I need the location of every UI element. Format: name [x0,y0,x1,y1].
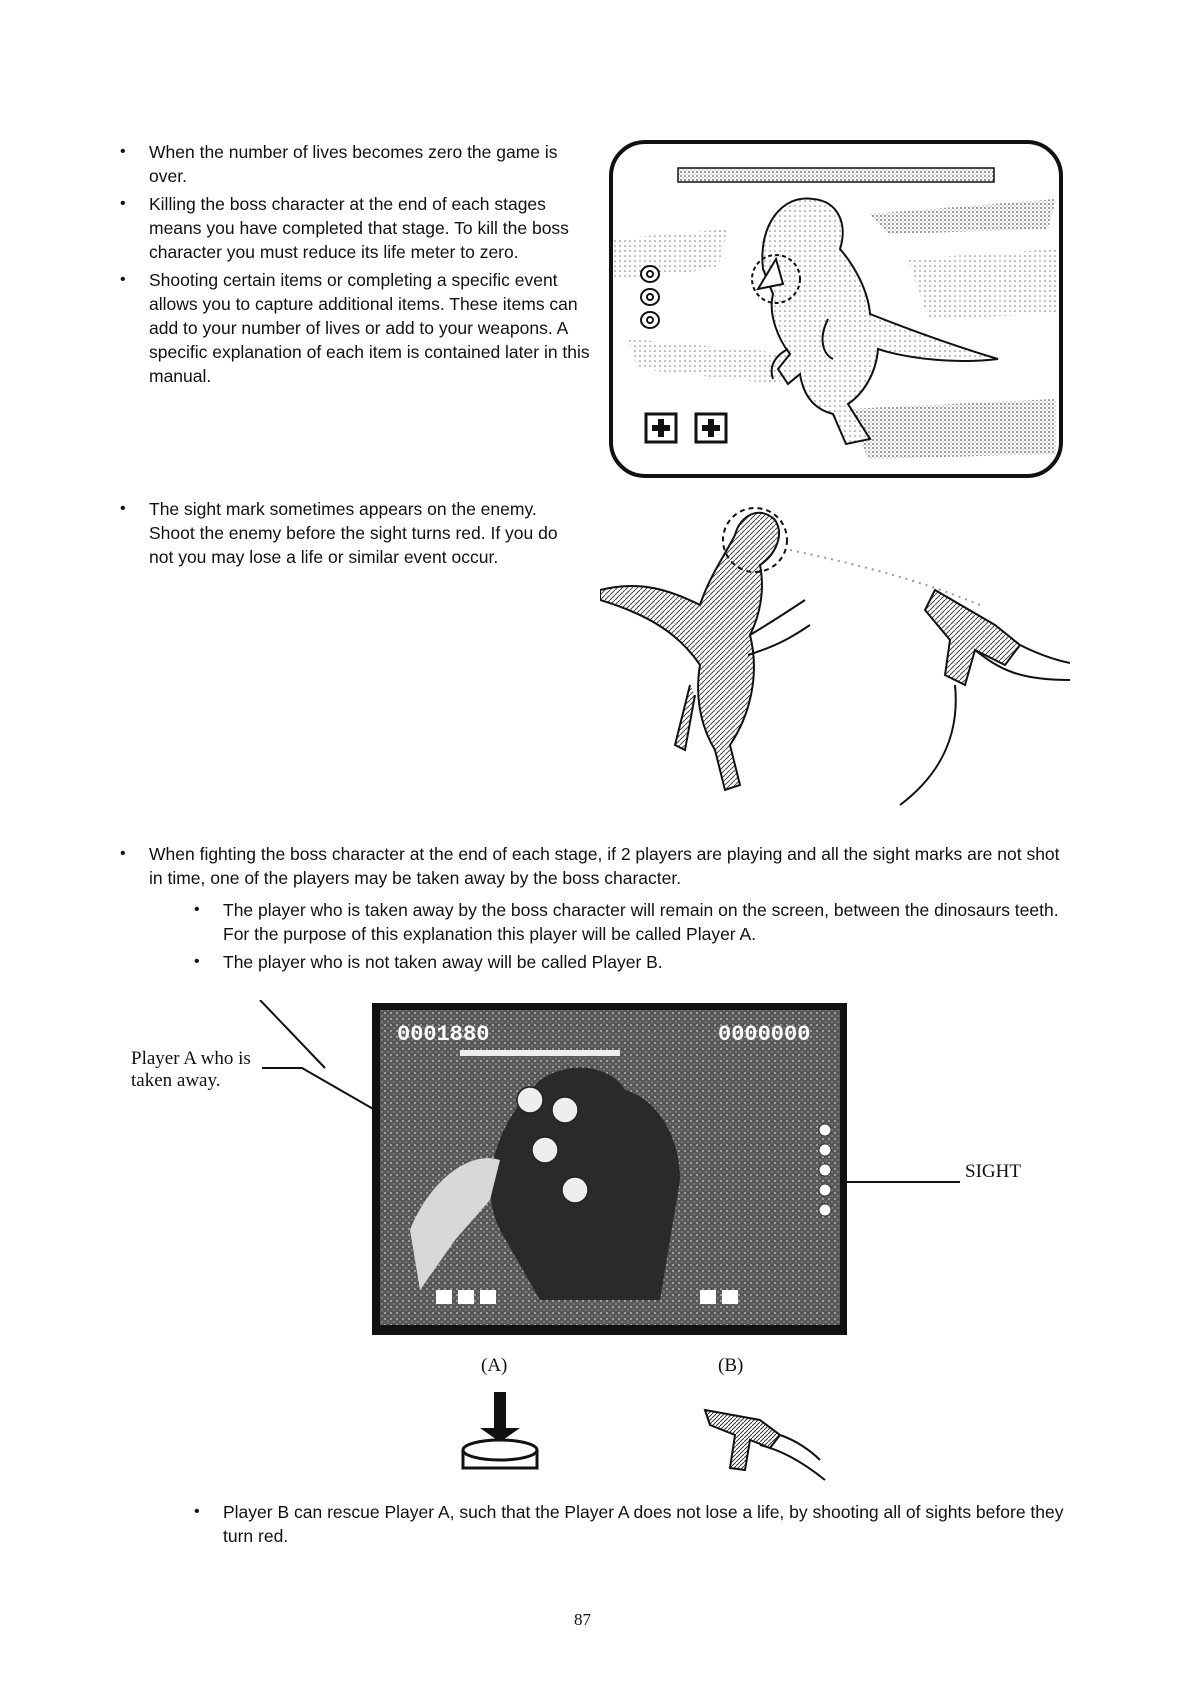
boss-capture-section [120,842,1070,978]
score-left: 0001880 [397,1022,490,1047]
raptor-gun-illustration [600,495,1070,820]
page-number: 87 [574,1610,591,1629]
player-capture-screen [240,1000,980,1340]
shot-trail [790,550,980,605]
legend-b-label: (B) [718,1355,744,1376]
bullet-lives: • When the number of lives becomes zero the game is over. [120,140,590,188]
intro-bullets [120,140,590,392]
lives-icons [641,266,659,328]
light-gun-icon [700,1390,830,1485]
raptor [600,513,810,790]
bullet-boss-capture: • When fighting the boss character at the end of each stage, if 2 players are playing and all the sight marks are not shot in time, one of the players may be taken away by the boss character. [120,842,1070,890]
sight-bullets [120,497,580,573]
medkit-icon [646,414,676,442]
item-bar-left [436,1290,496,1304]
bullet-player-a: • The player who is taken away by the boss character will remain on the screen, between the dinosaurs teeth. For the purpose of this explanation this player will be called Player A. [194,898,1070,946]
rescue-section [194,1500,1074,1552]
boss-screen-illustration [608,139,1064,479]
boss-life-meter [678,168,994,182]
player-a-label: Player A who is taken away. [131,1048,251,1091]
down-arrow-icon [494,1392,506,1430]
bullet-player-b: • The player who is not taken away will be called Player B. [194,950,1070,974]
lose-life-icon [455,1390,545,1475]
bullet-rescue: • Player B can rescue Player A, such that the Player A does not lose a life, by shooting all of sights before they turn red. [194,1500,1074,1548]
medkit-icon [696,414,726,442]
bullet-sight-mark: • The sight mark sometimes appears on the enemy. Shoot the enemy before the sight turns red. If you do not you may lose a life or similar event occur. [120,497,580,569]
bullet-boss-kill: • Killing the boss character at the end of each stages means you have completed that stage. To kill the boss character you must reduce its life meter to zero. [120,192,590,264]
light-gun-icon [900,590,1070,805]
legend-a-label: (A) [481,1355,508,1376]
sight-label: SIGHT [965,1161,1021,1182]
score-right: 0000000 [718,1022,811,1047]
bullet-items: • Shooting certain items or completing a specific event allows you to capture additional items. These items can add to your number of lives or add to your weapons. A specific explanation of each item is contained later in this manual. [120,268,590,388]
